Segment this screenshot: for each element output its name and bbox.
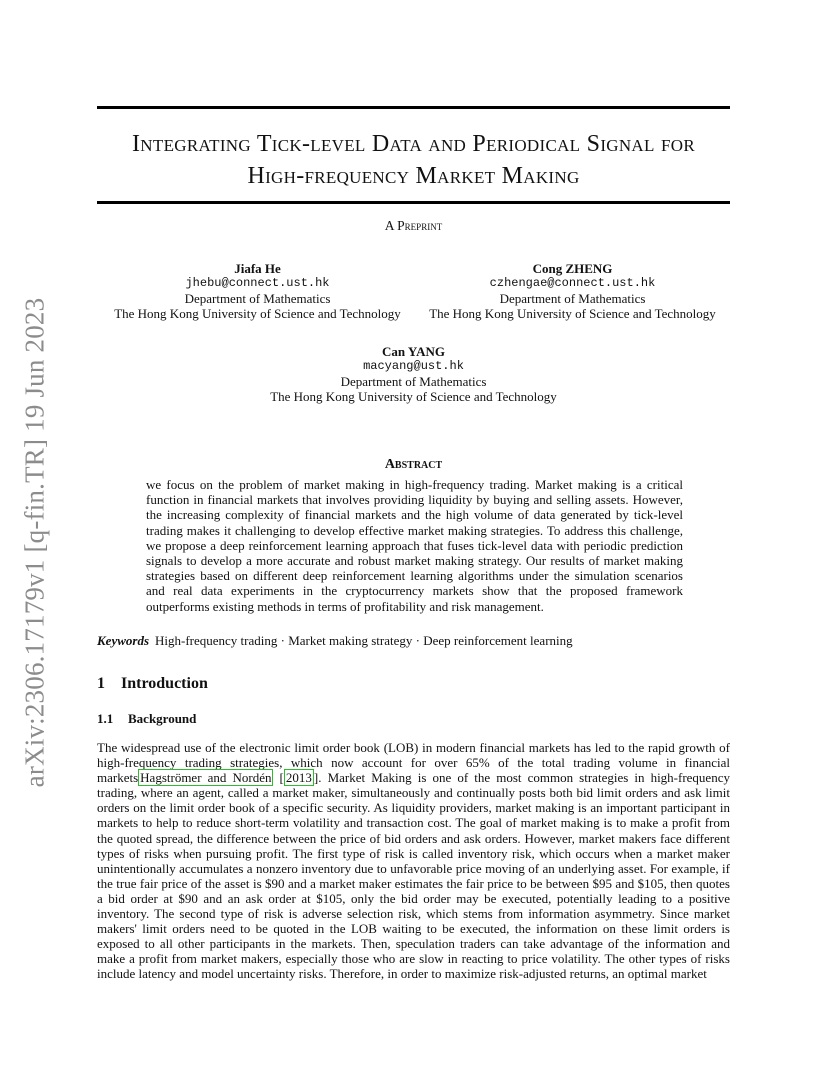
title-top-rule xyxy=(97,106,730,109)
arxiv-identifier-stamp xyxy=(12,292,58,792)
author-institution: The Hong Kong University of Science and Technology xyxy=(270,389,557,404)
author-name: Jiafa He xyxy=(234,261,281,276)
author-institution: The Hong Kong University of Science and Technology xyxy=(114,306,401,321)
paper-title xyxy=(97,128,730,192)
body-paragraph: The widespread use of the electronic limit order book (LOB) in modern financial markets has led to the rapid growth of high-frequency trading strategies, which now account for over 65% of the total trading volume in financial markets Hagströmer and Nordén [ 2013 ]. Market Making is one of the most common strategies in high-frequency trading, where an agent, called a market maker, simultaneously and continually posts both bid limit orders and ask limit orders on the limit order book of a specific security. As liquidity providers, market making is an important participant in markets to help to reduce short-term volatility and transaction cost. The goal of market making is to make a profit from the quoted spread, the difference between the price of bid orders and ask orders. However, market makers face different types of risks when pursuing profit. The first type of risk is called inventory risk, which occurs when a market maker unintentionally accumulates a nonzero inventory due to unfavorable price moving of an underlying asset. For example, if the true fair price of the asset is $90 and a market maker estimates the fair price to be between $95 and $105, then quotes a bid order at $90 and an ask order at $105, only the bid order may be executed, potentially leading to a positive inventory. The second type of risk is adverse selection risk, which stems from information asymmetry. Since market makers' limit orders need to be quoted in the LOB waiting to be executed, the information on these limit orders is exposed to all other participants in the markets. Then, speculation traders can take advantage of the information and make a profit from market makers, especially those who are slow in reacting to price volatility. The other types of risks include latency and model uncertainty risks. Therefore, in order to maximize risk-adjusted returns, an optimal market xyxy=(97,740,730,982)
author-institution: The Hong Kong University of Science and Technology xyxy=(429,306,716,321)
author-block xyxy=(415,261,730,321)
section-heading xyxy=(97,675,208,693)
subsection-title: Background xyxy=(128,711,197,726)
subsection-heading xyxy=(97,711,196,727)
section-title: Introduction xyxy=(121,675,208,692)
citation-link-year[interactable]: 2013 xyxy=(285,770,312,786)
paper-title-line-1: Integrating Tick-level Data and Periodical Signal for xyxy=(132,131,695,157)
section-number: 1 xyxy=(97,675,105,692)
author-department: Department of Mathematics xyxy=(184,291,331,306)
author-email[interactable]: czhengae@connect.ust.hk xyxy=(489,276,656,290)
body-text-start: The widespread use of the electronic limit order book (LOB) in modern financial markets has led to the rapid growth of high-frequency trading strategies, which now account for over 65% of the total trading volume in financial markets xyxy=(97,740,730,786)
author-block xyxy=(100,261,415,321)
author-name: Can YANG xyxy=(382,344,445,359)
author-name: Cong ZHENG xyxy=(532,261,613,276)
body-text-rest: . Market Making is one of the most common strategies in high-frequency trading, where an agent, called a market maker, simultaneously and continually posts both bid limit orders and ask limit orders on the limit order book of a specific security. As liquidity providers, market making is an important participant in markets to help to reduce short-term volatility and transaction cost. The goal of market making is to make a profit from the quoted spread, the difference between the price of bid orders and ask orders. However, market makers face different types of risks when pursuing profit. The first type of risk is called inventory risk, which occurs when a market maker unintentionally accumulates a nonzero inventory due to unfavorable price moving of an underlying asset. For example, if the true fair price of the asset is $90 and a market maker estimates the fair price to be between $95 and $105, then quotes a bid order at $90 and an ask order at $105, only the bid order may be executed, potentially leading to a positive inventory. The second type of risk is adverse selection risk, which stems from information asymmetry. Since market makers' limit orders need to be quoted in the LOB waiting to be executed, the information on these limit orders is exposed to all other participants in the markets. Then, speculation traders can take advantage of the information and make a profit from market makers, especially those who are slow in reacting to price volatility. The other types of risks include latency and model uncertainty risks. Therefore, in order to maximize risk-adjusted returns, an optimal market xyxy=(97,770,730,982)
keywords-label: Keywords xyxy=(97,633,149,648)
subsection-number: 1.1 xyxy=(97,711,114,726)
keywords-line xyxy=(97,633,730,649)
abstract-text: we focus on the problem of market making in high-frequency trading. Market making is a critical function in financial markets that involves providing liquidity by buying and selling assets. However, the increasing complexity of financial markets and the high volume of data generated by tick-level trading makes it challenging to develop effective market making strategies. To address this challenge, we propose a deep reinforcement learning approach that fuses tick-level data with periodic prediction signals to develop a more accurate and robust market making strategy. Our results of market making strategies based on different deep reinforcement learning algorithms under the simulation scenarios and real data experiments in the cryptocurrency markets show that the proposed framework outperforms existing methods in terms of profitability and risk management. xyxy=(146,477,683,614)
abstract-heading: Abstract xyxy=(384,457,443,472)
arxiv-identifier-text: arXiv:2306.17179v1 [q-fin.TR] 19 Jun 2023 xyxy=(19,297,50,787)
paper-title-line-2: High-frequency Market Making xyxy=(247,163,580,189)
author-department: Department of Mathematics xyxy=(340,374,487,389)
author-email[interactable]: jhebu@connect.ust.hk xyxy=(185,276,330,290)
author-department: Department of Mathematics xyxy=(499,291,646,306)
preprint-label: A Preprint xyxy=(384,218,443,233)
author-block xyxy=(97,344,730,404)
title-bottom-rule xyxy=(97,201,730,204)
keywords-text: High-frequency trading · Market making strategy · Deep reinforcement learning xyxy=(155,633,573,648)
author-email[interactable]: macyang@ust.hk xyxy=(363,359,464,373)
citation-link-authors[interactable]: Hagströmer and Nordén xyxy=(140,770,272,786)
